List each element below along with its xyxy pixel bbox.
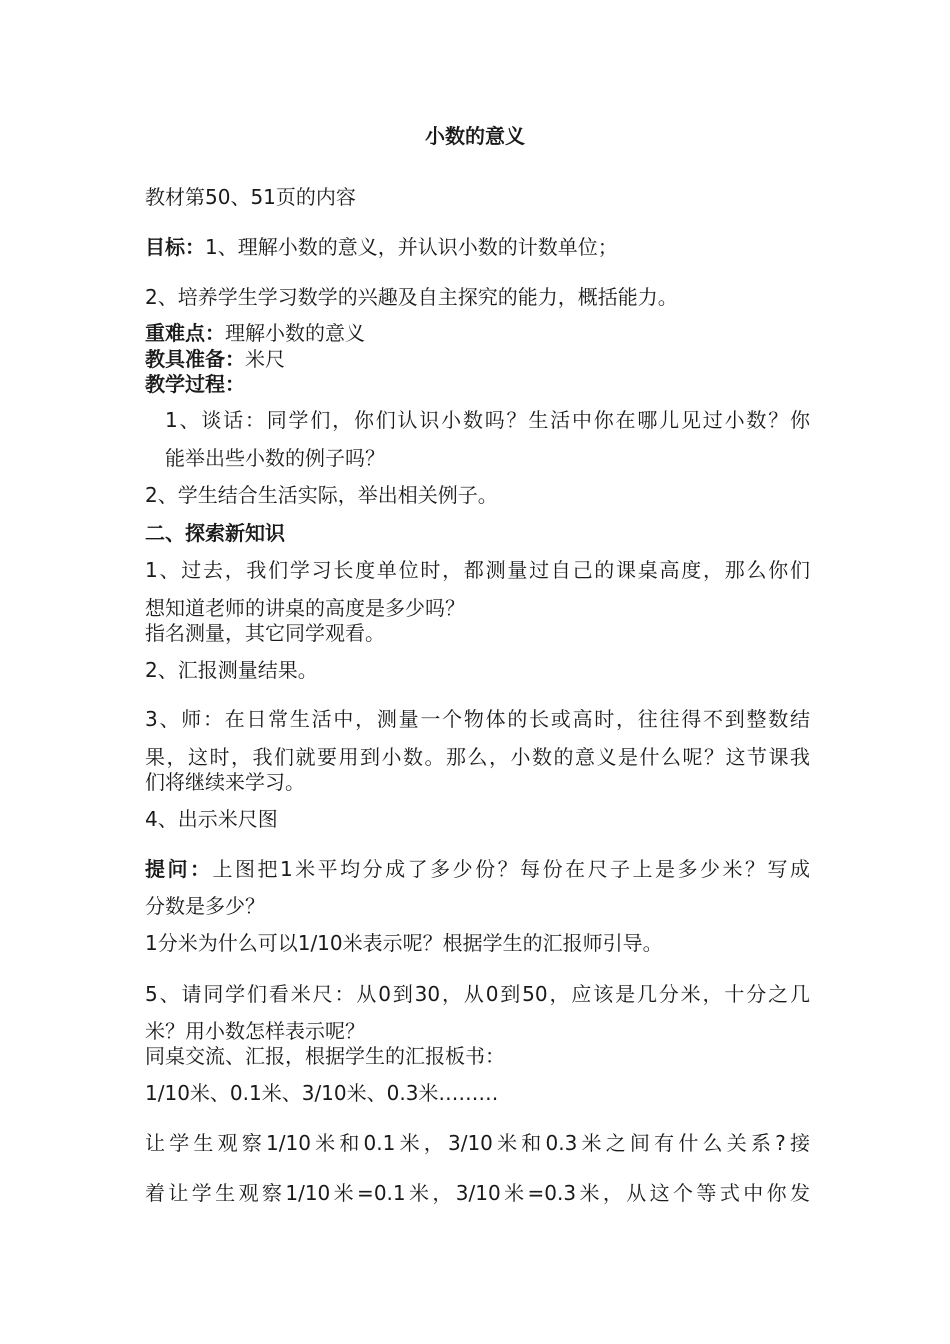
explore-p3-line-2: 果，这时，我们就要用到小数。那么，小数的意义是什么呢？这节课我 (145, 745, 810, 769)
tools-text: 米尺 (245, 347, 285, 371)
ask-label: 提问： (145, 857, 213, 881)
explore-p5-line-3: 同桌交流、汇报，根据学生的汇报板书： (145, 1044, 505, 1068)
key-point-label: 重难点： (145, 321, 225, 345)
step-2-line: 2、学生结合生活实际，举出相关例子。 (145, 483, 498, 507)
explore-p5-line-1: 5、请同学们看米尺：从0到30，从0到50，应该是几分米，十分之几 (145, 982, 810, 1006)
ask-text-1: 上图把1米平均分成了多少份？每份在尺子上是多少米？写成 (212, 857, 810, 881)
goal-line-1 (145, 235, 810, 259)
ask-line-2: 分数是多少？ (145, 894, 265, 918)
goal-line-2: 2、培养学生学习数学的兴趣及自主探究的能力，概括能力。 (145, 285, 678, 309)
content-line: 教材第50、51页的内容 (145, 185, 356, 209)
explore-p5-line-2: 米？用小数怎样表示呢？ (145, 1019, 365, 1043)
tools-label: 教具准备： (145, 347, 245, 371)
explore-p3-line-1: 3、师：在日常生活中，测量一个物体的长或高时，往往得不到整数结 (145, 707, 810, 731)
observe-line-2: 着让学生观察1/10米=0.1米，3/10米=0.3米，从这个等式中你发 (145, 1181, 810, 1205)
explore-p3-line-3: 们将继续来学习。 (145, 770, 305, 794)
goal-text-1: 1、理解小数的意义，并认识小数的计数单位； (205, 235, 618, 259)
key-point-text: 理解小数的意义 (225, 321, 365, 345)
explore-p1-line-2: 想知道老师的讲桌的高度是多少吗？ (145, 596, 465, 620)
key-point-line (145, 321, 810, 345)
board-line: 1/10米、0.1米、3/10米、0.3米……… (145, 1081, 499, 1105)
section-2-heading: 二、探索新知识 (145, 521, 285, 545)
observe-line-1: 让学生观察1/10米和0.1米，3/10米和0.3米之间有什么关系?接 (145, 1131, 810, 1155)
ask-line-1 (145, 857, 810, 881)
goal-label: 目标： (145, 235, 205, 259)
explore-p4: 4、出示米尺图 (145, 807, 278, 831)
explore-p1-line-1: 1、过去，我们学习长度单位时，都测量过自己的课桌高度，那么你们 (145, 558, 810, 582)
explore-p2: 2、汇报测量结果。 (145, 658, 318, 682)
why-line: 1分米为什么可以1/10米表示呢？根据学生的汇报师引导。 (145, 931, 663, 955)
talk-line-2: 能举出些小数的例子吗？ (165, 446, 385, 470)
tools-line (145, 347, 810, 371)
explore-p1-line-3: 指名测量，其它同学观看。 (145, 621, 385, 645)
document-title: 小数的意义 (425, 124, 525, 148)
talk-line-1: 1、谈话：同学们，你们认识小数吗？生活中你在哪儿见过小数？你 (165, 408, 810, 432)
process-label: 教学过程： (145, 372, 245, 396)
